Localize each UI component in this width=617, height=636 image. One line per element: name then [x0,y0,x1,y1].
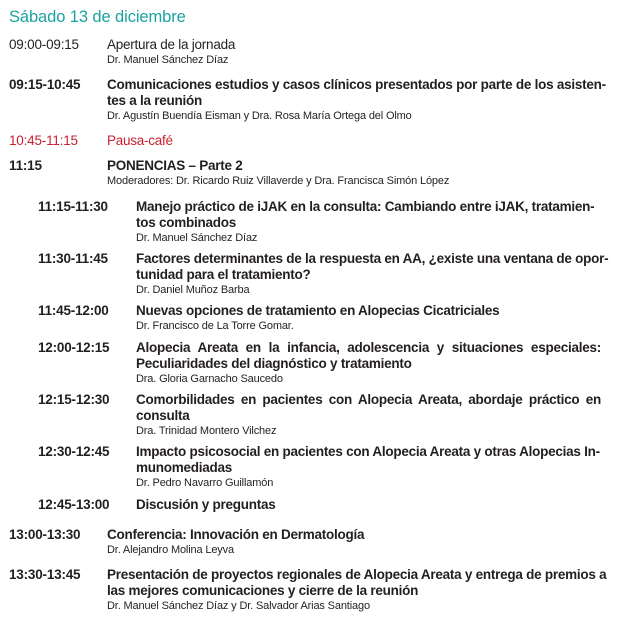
talk-title-line: Nuevas opciones de tratamiento en Alopecias Cicatriciales [136,303,500,318]
talk-content [136,392,601,439]
day-title: Sábado 13 de diciembre [9,8,186,26]
session-time: 11:15 [9,158,42,173]
talk-speaker: Dr. Pedro Navarro Guillamón [136,477,274,489]
session-title-line: tes a la reunión [107,93,203,108]
session-content [107,158,601,189]
talk-title-line: Impacto psicosocial en pacientes con Alopecia Areata y otras Alopecias In- [136,444,600,459]
session-speaker: Dr. Manuel Sánchez Díaz y Dr. Salvador Arias Santiago [107,600,370,612]
break-time: 10:45-11:15 [9,133,78,148]
talk-title-line: Manejo práctico de iJAK en la consulta: Cambiando entre iJAK, tratamien- [136,199,595,214]
session-speaker: Dr. Alejandro Molina Leyva [107,544,234,556]
session-speaker: Dr. Manuel Sánchez Díaz [107,54,229,66]
session-title-line: Presentación de proyectos regionales de Alopecia Areata y entrega de premios a [107,567,607,582]
talk-title: Discusión y preguntas [136,497,276,512]
session-content [107,37,601,68]
talk-content [136,340,601,387]
session-time: 09:15-10:45 [9,77,81,92]
session-title-line: las mejores comunicaciones y cierre de la reunión [107,583,419,598]
talk-time: 11:15-11:30 [38,199,108,214]
talk-time: 11:30-11:45 [38,251,108,266]
talk-title-line: munomediadas [136,460,233,475]
talk-speaker: Dra. Trinidad Montero Vilchez [136,425,277,437]
talk-title-line: Comorbilidades en pacientes con Alopecia Areata, abordaje práctico en [136,392,601,407]
talk-time: 12:15-12:30 [38,392,110,407]
session-time: 13:30-13:45 [9,567,81,582]
talk-content [136,251,609,298]
talk-speaker: Dr. Francisco de La Torre Gomar. [136,320,294,332]
talk-title-line: Alopecia Areata en la infancia, adolescencia y situaciones especiales: [136,340,601,355]
talk-time: 11:45-12:00 [38,303,109,318]
session-content [107,77,606,124]
talk-speaker: Dr. Daniel Muñoz Barba [136,284,250,296]
talk-time: 12:30-12:45 [38,444,110,459]
talk-time: 12:45-13:00 [38,497,110,512]
talk-title-line: Factores determinantes de la respuesta en AA, ¿existe una ventana de opor- [136,251,609,266]
talk-content [136,497,601,513]
talk-content [136,199,601,246]
talk-speaker: Dra. Gloria Garnacho Saucedo [136,373,283,385]
session-content [107,527,601,558]
session-content [107,567,607,614]
talk-content [136,303,601,334]
break-content [107,133,601,149]
talk-speaker: Dr. Manuel Sánchez Díaz [136,232,258,244]
session-title: Apertura de la jornada [107,37,236,52]
session-moderators: Moderadores: Dr. Ricardo Ruiz Villaverde y Dra. Francisca Simón López [107,175,450,187]
talk-title-line: consulta [136,408,190,423]
talk-title-line: tunidad para el tratamiento? [136,267,311,282]
session-title: Conferencia: Innovación en Dermatología [107,527,365,542]
talk-content [136,444,601,491]
break-title: Pausa-café [107,133,173,148]
talk-title-line: tos combinados [136,215,237,230]
talk-time: 12:00-12:15 [38,340,110,355]
session-time: 09:00-09:15 [9,37,79,52]
session-title-line: Comunicaciones estudios y casos clínicos presentados por parte de los asisten- [107,77,606,92]
session-speaker: Dr. Agustín Buendía Eisman y Dra. Rosa María Ortega del Olmo [107,110,412,122]
talk-title-line: Peculiaridades del diagnóstico y tratamiento [136,356,412,371]
session-title: PONENCIAS – Parte 2 [107,158,243,173]
session-time: 13:00-13:30 [9,527,81,542]
